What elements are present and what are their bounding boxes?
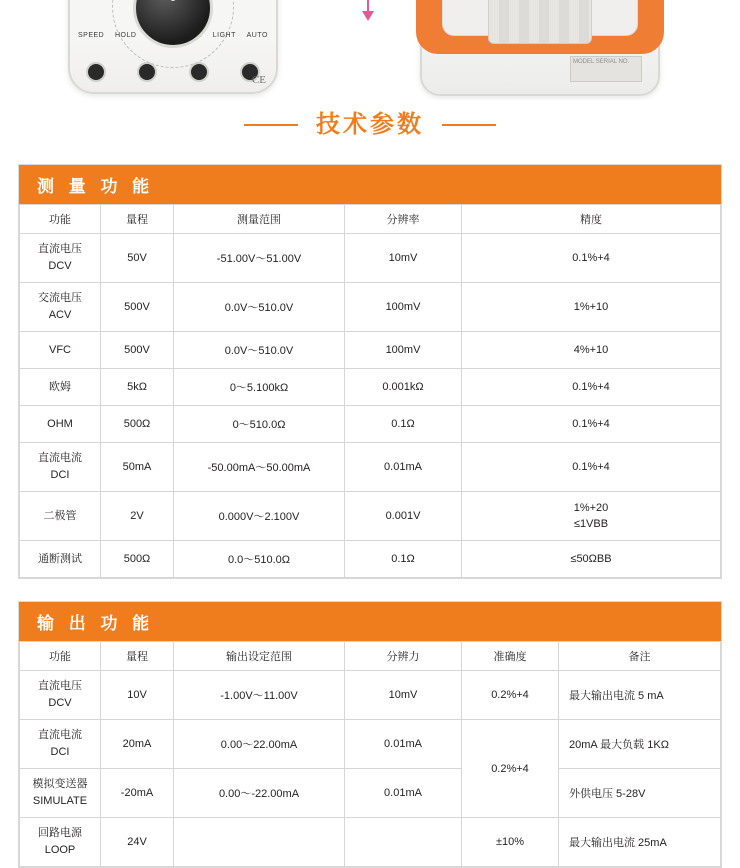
cell-resolution: 100mV [345, 283, 462, 332]
cell-resolution: 100mV [345, 332, 462, 369]
cell-span: 0.0V～510.0V [174, 283, 345, 332]
output-table [19, 641, 721, 867]
table-row [20, 720, 721, 769]
cell-resolution: 0.01mA [345, 720, 462, 769]
cell-note: 最大输出电流 25mA [559, 818, 721, 867]
function-name-cn: 回路电源 [38, 827, 82, 839]
cell-function [20, 492, 101, 541]
cell-function [20, 818, 101, 867]
cell-range: -20mA [101, 769, 174, 818]
table-header-row [20, 205, 721, 234]
output-function-block [18, 601, 722, 868]
function-name-en: DCV [48, 260, 72, 272]
ce-mark-icon: CE [251, 74, 266, 86]
table-row [20, 818, 721, 867]
function-name-en: VFC [49, 343, 71, 356]
down-arrow-icon [367, 0, 369, 12]
cell-function [20, 671, 101, 720]
cell-range: 500Ω [101, 406, 174, 443]
cell-resolution: 0.001kΩ [345, 369, 462, 406]
function-name-cn: 直流电压 [38, 243, 82, 255]
multimeter-front-image [68, 0, 278, 94]
cell-accuracy: 0.2%+4 [462, 720, 559, 818]
function-name-cn: 直流电压 [38, 680, 82, 692]
table-row [20, 443, 721, 492]
cell-resolution: 0.1Ω [345, 406, 462, 443]
cell-function [20, 406, 101, 443]
cell-note: 最大输出电流 5 mA [559, 671, 721, 720]
col-header-range: 量程 [101, 205, 174, 234]
measure-table-title: 测 量 功 能 [19, 165, 721, 204]
cell-range: 500V [101, 283, 174, 332]
cell-resolution: 10mV [345, 671, 462, 720]
dial-sublabel-0: SPEED [78, 32, 105, 39]
measure-function-block [18, 164, 722, 579]
table-row [20, 283, 721, 332]
col-header-span: 输出设定范围 [174, 642, 345, 671]
cell-range: 50mA [101, 443, 174, 492]
cell-span: 0.0～510.0Ω [174, 541, 345, 578]
cell-function [20, 369, 101, 406]
input-jack-row [70, 62, 276, 82]
table-row [20, 492, 721, 541]
col-header-accuracy: 准确度 [462, 642, 559, 671]
col-header-accuracy: 精度 [462, 205, 721, 234]
cell-range: 50V [101, 234, 174, 283]
function-name-en: DCI [50, 469, 70, 481]
cell-range: 10V [101, 671, 174, 720]
accuracy-line-1: 1%+20 [573, 502, 609, 514]
cell-span: 0.0V～510.0V [174, 332, 345, 369]
cell-span: 0.00～-22.00mA [174, 769, 345, 818]
cell-resolution [345, 818, 462, 867]
cell-accuracy: ±10% [462, 818, 559, 867]
kickstand [488, 0, 592, 44]
col-header-resolution: 分辨率 [345, 205, 462, 234]
col-header-span: 测量范围 [174, 205, 345, 234]
cell-accuracy [462, 492, 721, 541]
function-name-en: DCI [50, 746, 70, 758]
cell-span: 0～510.0Ω [174, 406, 345, 443]
table-row [20, 332, 721, 369]
cell-function [20, 283, 101, 332]
dial-sublabel-4: LIGHT [212, 32, 236, 39]
table-row [20, 406, 721, 443]
output-table-title: 输 出 功 能 [19, 602, 721, 641]
product-photo-band [0, 0, 740, 100]
measure-table [19, 204, 721, 578]
cell-resolution: 0.01mA [345, 769, 462, 818]
input-jack [189, 62, 209, 82]
cell-function [20, 769, 101, 818]
function-name-cn: 通断测试 [38, 552, 82, 565]
table-row [20, 234, 721, 283]
dial-sublabel-1: HOLD [114, 32, 137, 39]
cell-range: 24V [101, 818, 174, 867]
cell-span: 0～5.100kΩ [174, 369, 345, 406]
page-title: 技术参数 [316, 111, 424, 138]
function-name-cn: 交流电压 [38, 292, 82, 304]
function-name-en: LOOP [44, 844, 76, 856]
table-row [20, 541, 721, 578]
cell-accuracy: 1%+10 [462, 283, 721, 332]
multimeter-back-image [420, 0, 660, 96]
cell-accuracy: 0.1%+4 [462, 369, 721, 406]
cell-span: -50.00mA～50.00mA [174, 443, 345, 492]
function-name-cn: 二极管 [43, 509, 77, 522]
cell-accuracy: 0.1%+4 [462, 234, 721, 283]
function-name-cn: 模拟变送器 [32, 778, 88, 790]
cell-accuracy: 0.2%+4 [462, 671, 559, 720]
table-header-row [20, 642, 721, 671]
table-row [20, 369, 721, 406]
section-heading [0, 108, 740, 142]
function-name-en: ACV [48, 309, 72, 321]
cell-accuracy: ≤50ΩBB [462, 541, 721, 578]
col-header-note: 备注 [559, 642, 721, 671]
cell-note: 20mA 最大负载 1KΩ [559, 720, 721, 769]
cell-resolution: 10mV [345, 234, 462, 283]
heading-rule-left [244, 124, 298, 126]
cell-span: 0.00～22.00mA [174, 720, 345, 769]
table-row [20, 671, 721, 720]
cell-range: 500Ω [101, 541, 174, 578]
function-name-en: SIMULATE [32, 795, 88, 807]
table-row [20, 769, 721, 818]
function-name-cn: 直流电流 [38, 729, 82, 741]
cell-span [174, 818, 345, 867]
input-jack [86, 62, 106, 82]
function-name-en: OHM [47, 417, 73, 430]
input-jack [137, 62, 157, 82]
cell-span: -1.00V～11.00V [174, 671, 345, 720]
cell-note: 外供电压 5-28V [559, 769, 721, 818]
cell-span: -51.00V～51.00V [174, 234, 345, 283]
cell-accuracy: 0.1%+4 [462, 443, 721, 492]
cell-resolution: 0.1Ω [345, 541, 462, 578]
cell-function [20, 541, 101, 578]
cell-resolution: 0.001V [345, 492, 462, 541]
dial-sublabel-5: AUTO [246, 32, 268, 39]
function-name-cn: 欧姆 [49, 380, 71, 393]
function-name-cn: 直流电流 [38, 452, 82, 464]
back-label-sticker: MODEL SERIAL NO. [570, 56, 642, 82]
function-name-en: DCV [48, 697, 72, 709]
col-header-function: 功能 [20, 642, 101, 671]
cell-span: 0.000V～2.100V [174, 492, 345, 541]
col-header-range: 量程 [101, 642, 174, 671]
col-header-function: 功能 [20, 205, 101, 234]
cell-resolution: 0.01mA [345, 443, 462, 492]
accuracy-line-2: ≤1VBB [573, 518, 609, 530]
cell-function [20, 234, 101, 283]
cell-range: 500V [101, 332, 174, 369]
cell-range: 5kΩ [101, 369, 174, 406]
cell-accuracy: 4%+10 [462, 332, 721, 369]
cell-range: 2V [101, 492, 174, 541]
cell-accuracy: 0.1%+4 [462, 406, 721, 443]
cell-range: 20mA [101, 720, 174, 769]
cell-function [20, 332, 101, 369]
cell-function [20, 720, 101, 769]
cell-function [20, 443, 101, 492]
col-header-resolution: 分辨力 [345, 642, 462, 671]
heading-rule-right [442, 124, 496, 126]
